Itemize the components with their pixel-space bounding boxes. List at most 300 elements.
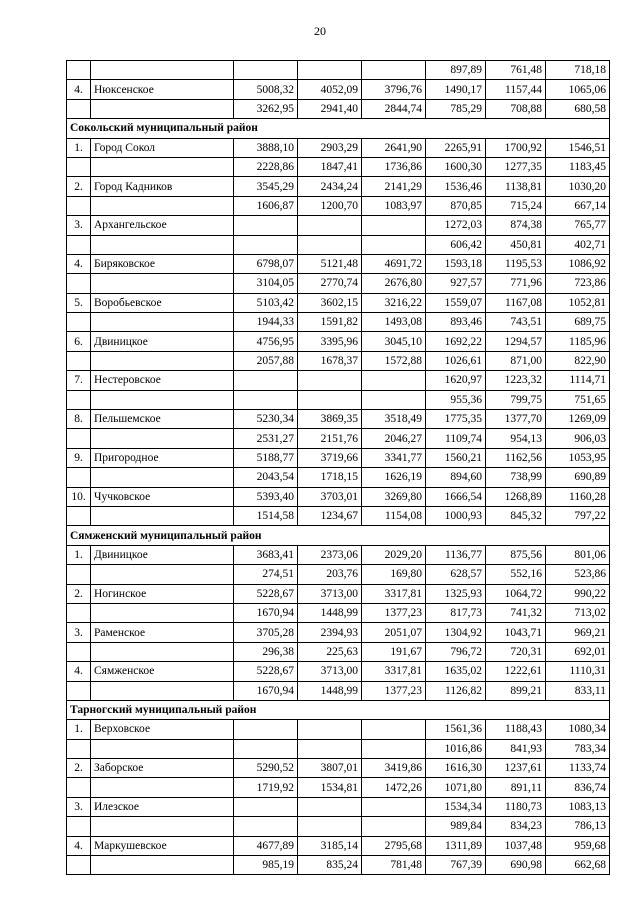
value-cell: 2795,68 <box>362 836 426 855</box>
value-cell: 689,75 <box>546 313 610 332</box>
value-cell <box>298 371 362 390</box>
value-cell: 692,01 <box>546 642 610 661</box>
value-cell: 891,11 <box>486 778 546 797</box>
value-cell: 822,90 <box>546 351 610 370</box>
table-row <box>67 390 610 409</box>
value-cell <box>362 61 426 80</box>
table-row <box>67 603 610 622</box>
value-cell: 1670,94 <box>234 681 298 700</box>
value-cell: 3045,10 <box>362 332 426 351</box>
value-cell: 834,23 <box>486 817 546 836</box>
row-number <box>67 565 91 584</box>
value-cell: 1114,71 <box>546 371 610 390</box>
value-cell: 718,18 <box>546 61 610 80</box>
settlement-name: Двиницкое <box>91 332 234 351</box>
value-cell: 1026,61 <box>426 351 486 370</box>
table-row <box>67 817 610 836</box>
value-cell: 1185,96 <box>546 332 610 351</box>
value-cell: 1136,77 <box>426 545 486 564</box>
value-cell: 1183,45 <box>546 157 610 176</box>
value-cell: 5103,42 <box>234 293 298 312</box>
table-row <box>67 429 610 448</box>
value-cell: 1692,22 <box>426 332 486 351</box>
value-cell: 2043,54 <box>234 468 298 487</box>
row-number <box>67 429 91 448</box>
value-cell: 3807,01 <box>298 759 362 778</box>
row-number: 5. <box>67 293 91 312</box>
value-cell: 785,29 <box>426 99 486 118</box>
value-cell: 3719,66 <box>298 448 362 467</box>
settlement-name: Сямженское <box>91 662 234 681</box>
value-cell: 680,58 <box>546 99 610 118</box>
table-row <box>67 545 610 564</box>
value-cell: 2434,24 <box>298 177 362 196</box>
row-number: 3. <box>67 623 91 642</box>
value-cell: 667,14 <box>546 196 610 215</box>
value-cell: 955,36 <box>426 390 486 409</box>
value-cell: 1534,34 <box>426 797 486 816</box>
section-header-row <box>67 700 610 719</box>
value-cell: 893,46 <box>426 313 486 332</box>
row-number <box>67 642 91 661</box>
value-cell: 1223,32 <box>486 371 546 390</box>
value-cell <box>234 235 298 254</box>
settlement-name: Пельшемское <box>91 410 234 429</box>
row-number: 7. <box>67 371 91 390</box>
value-cell: 4691,72 <box>362 254 426 273</box>
value-cell: 1560,21 <box>426 448 486 467</box>
value-cell: 5228,67 <box>234 584 298 603</box>
value-cell: 274,51 <box>234 565 298 584</box>
value-cell: 833,11 <box>546 681 610 700</box>
value-cell <box>362 817 426 836</box>
row-number: 2. <box>67 584 91 603</box>
settlement-name: Ногинское <box>91 584 234 603</box>
settlement-name <box>91 99 234 118</box>
value-cell: 871,00 <box>486 351 546 370</box>
value-cell: 1600,30 <box>426 157 486 176</box>
value-cell: 1561,36 <box>426 720 486 739</box>
row-number: 1. <box>67 720 91 739</box>
table-row <box>67 293 610 312</box>
settlement-name <box>91 390 234 409</box>
value-cell <box>362 720 426 739</box>
row-number <box>67 61 91 80</box>
settlement-name <box>91 196 234 215</box>
value-cell <box>234 797 298 816</box>
settlement-name: Пригородное <box>91 448 234 467</box>
table-row <box>67 274 610 293</box>
value-cell: 6798,07 <box>234 254 298 273</box>
value-cell: 2531,27 <box>234 429 298 448</box>
value-cell: 1847,41 <box>298 157 362 176</box>
table-row <box>67 61 610 80</box>
value-cell: 1490,17 <box>426 80 486 99</box>
value-cell: 1559,07 <box>426 293 486 312</box>
row-number <box>67 235 91 254</box>
value-cell: 1700,92 <box>486 138 546 157</box>
value-cell: 1294,57 <box>486 332 546 351</box>
value-cell: 1626,19 <box>362 468 426 487</box>
value-cell: 751,65 <box>546 390 610 409</box>
value-cell <box>298 739 362 758</box>
value-cell: 1678,37 <box>298 351 362 370</box>
value-cell: 2641,90 <box>362 138 426 157</box>
value-cell: 2265,91 <box>426 138 486 157</box>
settlement-name <box>91 351 234 370</box>
value-cell: 3888,10 <box>234 138 298 157</box>
value-cell <box>362 739 426 758</box>
value-cell: 1167,08 <box>486 293 546 312</box>
row-number <box>67 99 91 118</box>
settlement-name: Чучковское <box>91 487 234 506</box>
settlement-name: Город Кадников <box>91 177 234 196</box>
table-row <box>67 196 610 215</box>
value-cell: 783,34 <box>546 739 610 758</box>
value-cell: 1071,80 <box>426 778 486 797</box>
value-cell: 3703,01 <box>298 487 362 506</box>
settlement-name <box>91 313 234 332</box>
value-cell: 2394,93 <box>298 623 362 642</box>
row-number: 2. <box>67 759 91 778</box>
row-number: 10. <box>67 487 91 506</box>
row-number: 8. <box>67 410 91 429</box>
row-number <box>67 274 91 293</box>
table-row <box>67 235 610 254</box>
settlement-name: Маркушевское <box>91 836 234 855</box>
table-row <box>67 332 610 351</box>
value-cell: 1719,92 <box>234 778 298 797</box>
settlement-name: Воробьевское <box>91 293 234 312</box>
value-cell: 761,48 <box>486 61 546 80</box>
row-number <box>67 681 91 700</box>
row-number <box>67 506 91 525</box>
value-cell: 1083,97 <box>362 196 426 215</box>
value-cell: 2770,74 <box>298 274 362 293</box>
value-cell: 662,68 <box>546 856 610 875</box>
value-cell: 743,51 <box>486 313 546 332</box>
table-row <box>67 351 610 370</box>
row-number <box>67 351 91 370</box>
value-cell <box>362 797 426 816</box>
page-number: 20 <box>314 24 326 38</box>
value-cell: 1377,70 <box>486 410 546 429</box>
value-cell: 985,19 <box>234 856 298 875</box>
value-cell: 2046,27 <box>362 429 426 448</box>
value-cell: 5290,52 <box>234 759 298 778</box>
value-cell: 927,57 <box>426 274 486 293</box>
value-cell: 2141,29 <box>362 177 426 196</box>
settlement-name <box>91 739 234 758</box>
value-cell: 741,32 <box>486 603 546 622</box>
value-cell: 1269,09 <box>546 410 610 429</box>
row-number: 1. <box>67 545 91 564</box>
table-row <box>67 797 610 816</box>
value-cell: 3269,80 <box>362 487 426 506</box>
value-cell: 3317,81 <box>362 662 426 681</box>
value-cell: 801,06 <box>546 545 610 564</box>
table-row <box>67 216 610 235</box>
value-cell: 3796,76 <box>362 80 426 99</box>
value-cell: 1126,82 <box>426 681 486 700</box>
value-cell: 1083,13 <box>546 797 610 816</box>
value-cell: 1944,33 <box>234 313 298 332</box>
value-cell: 2051,07 <box>362 623 426 642</box>
value-cell: 797,22 <box>546 506 610 525</box>
value-cell: 1325,93 <box>426 584 486 603</box>
row-number <box>67 739 91 758</box>
row-number: 1. <box>67 138 91 157</box>
value-cell: 1635,02 <box>426 662 486 681</box>
value-cell: 786,13 <box>546 817 610 836</box>
value-cell: 3395,96 <box>298 332 362 351</box>
value-cell <box>234 739 298 758</box>
settlement-name <box>91 157 234 176</box>
value-cell: 2844,74 <box>362 99 426 118</box>
value-cell <box>298 817 362 836</box>
value-cell: 781,48 <box>362 856 426 875</box>
value-cell: 708,88 <box>486 99 546 118</box>
value-cell <box>362 390 426 409</box>
value-cell: 3104,05 <box>234 274 298 293</box>
value-cell: 1222,61 <box>486 662 546 681</box>
value-cell: 894,60 <box>426 468 486 487</box>
value-cell <box>298 797 362 816</box>
value-cell: 3419,86 <box>362 759 426 778</box>
value-cell: 715,24 <box>486 196 546 215</box>
value-cell: 3602,15 <box>298 293 362 312</box>
value-cell: 3341,77 <box>362 448 426 467</box>
value-cell: 897,89 <box>426 61 486 80</box>
value-cell: 3518,49 <box>362 410 426 429</box>
value-cell <box>298 720 362 739</box>
value-cell: 1670,94 <box>234 603 298 622</box>
row-number: 6. <box>67 332 91 351</box>
value-cell: 1666,54 <box>426 487 486 506</box>
row-number <box>67 778 91 797</box>
value-cell: 723,86 <box>546 274 610 293</box>
value-cell: 3317,81 <box>362 584 426 603</box>
value-cell: 402,71 <box>546 235 610 254</box>
value-cell: 874,38 <box>486 216 546 235</box>
value-cell: 989,84 <box>426 817 486 836</box>
value-cell: 4756,95 <box>234 332 298 351</box>
table-row <box>67 99 610 118</box>
value-cell: 799,75 <box>486 390 546 409</box>
value-cell: 2151,76 <box>298 429 362 448</box>
value-cell: 1138,81 <box>486 177 546 196</box>
value-cell: 3545,29 <box>234 177 298 196</box>
value-cell: 875,56 <box>486 545 546 564</box>
value-cell: 1448,99 <box>298 603 362 622</box>
value-cell: 1234,67 <box>298 506 362 525</box>
value-cell: 4052,09 <box>298 80 362 99</box>
value-cell: 1736,86 <box>362 157 426 176</box>
value-cell: 1472,26 <box>362 778 426 797</box>
row-number: 9. <box>67 448 91 467</box>
table-row <box>67 177 610 196</box>
district-title: Сямженский муниципальный район <box>67 526 610 545</box>
value-cell: 606,42 <box>426 235 486 254</box>
value-cell <box>234 390 298 409</box>
table-row <box>67 778 610 797</box>
table-row <box>67 642 610 661</box>
value-cell: 1180,73 <box>486 797 546 816</box>
table-row <box>67 157 610 176</box>
settlement-name <box>91 565 234 584</box>
value-cell: 720,31 <box>486 642 546 661</box>
value-cell: 296,38 <box>234 642 298 661</box>
district-title: Тарногский муниципальный район <box>67 700 610 719</box>
value-cell: 796,72 <box>426 642 486 661</box>
value-cell: 1162,56 <box>486 448 546 467</box>
settlement-name: Город Сокол <box>91 138 234 157</box>
table-row <box>67 623 610 642</box>
settlement-name: Нюксенское <box>91 80 234 99</box>
value-cell: 1268,89 <box>486 487 546 506</box>
value-cell: 203,76 <box>298 565 362 584</box>
value-cell: 1086,92 <box>546 254 610 273</box>
value-cell: 1377,23 <box>362 603 426 622</box>
settlement-name: Заборское <box>91 759 234 778</box>
value-cell: 765,77 <box>546 216 610 235</box>
value-cell: 1572,88 <box>362 351 426 370</box>
settlement-name: Архангельское <box>91 216 234 235</box>
section-header-row <box>67 526 610 545</box>
value-cell <box>298 235 362 254</box>
value-cell: 969,21 <box>546 623 610 642</box>
value-cell: 2903,29 <box>298 138 362 157</box>
value-cell <box>362 371 426 390</box>
value-cell: 1052,81 <box>546 293 610 312</box>
value-cell: 2941,40 <box>298 99 362 118</box>
value-cell: 1448,99 <box>298 681 362 700</box>
table-row <box>67 681 610 700</box>
table-row <box>67 836 610 855</box>
value-cell: 4677,89 <box>234 836 298 855</box>
value-cell <box>298 390 362 409</box>
value-cell: 3869,35 <box>298 410 362 429</box>
value-cell: 771,96 <box>486 274 546 293</box>
row-number <box>67 196 91 215</box>
tariff-table <box>66 60 610 875</box>
value-cell <box>298 216 362 235</box>
value-cell: 5230,34 <box>234 410 298 429</box>
value-cell: 3713,00 <box>298 662 362 681</box>
table-row <box>67 448 610 467</box>
settlement-name <box>91 468 234 487</box>
settlement-name: Верховское <box>91 720 234 739</box>
table-row <box>67 371 610 390</box>
value-cell: 1157,44 <box>486 80 546 99</box>
value-cell: 1016,86 <box>426 739 486 758</box>
value-cell: 1606,87 <box>234 196 298 215</box>
settlement-name <box>91 274 234 293</box>
value-cell: 1154,08 <box>362 506 426 525</box>
value-cell: 1133,74 <box>546 759 610 778</box>
value-cell: 1377,23 <box>362 681 426 700</box>
settlement-name: Нестеровское <box>91 371 234 390</box>
value-cell: 845,32 <box>486 506 546 525</box>
settlement-name <box>91 61 234 80</box>
value-cell: 1493,08 <box>362 313 426 332</box>
value-cell: 2676,80 <box>362 274 426 293</box>
settlement-name <box>91 856 234 875</box>
table-row <box>67 487 610 506</box>
value-cell: 3185,14 <box>298 836 362 855</box>
table-row <box>67 410 610 429</box>
value-cell: 225,63 <box>298 642 362 661</box>
value-cell: 1775,35 <box>426 410 486 429</box>
value-cell: 738,99 <box>486 468 546 487</box>
settlement-name <box>91 778 234 797</box>
row-number <box>67 856 91 875</box>
value-cell: 690,98 <box>486 856 546 875</box>
value-cell: 1160,28 <box>546 487 610 506</box>
value-cell: 2228,86 <box>234 157 298 176</box>
value-cell: 523,86 <box>546 565 610 584</box>
value-cell <box>234 371 298 390</box>
row-number: 3. <box>67 216 91 235</box>
table-row <box>67 584 610 603</box>
value-cell: 1000,93 <box>426 506 486 525</box>
section-header-row <box>67 119 610 138</box>
row-number <box>67 390 91 409</box>
value-cell: 1593,18 <box>426 254 486 273</box>
value-cell: 713,02 <box>546 603 610 622</box>
value-cell: 767,39 <box>426 856 486 875</box>
settlement-name <box>91 642 234 661</box>
table-row <box>67 759 610 778</box>
table-row <box>67 138 610 157</box>
value-cell: 3262,95 <box>234 99 298 118</box>
settlement-name: Биряковское <box>91 254 234 273</box>
settlement-name: Двиницкое <box>91 545 234 564</box>
value-cell: 906,03 <box>546 429 610 448</box>
row-number: 4. <box>67 80 91 99</box>
value-cell: 990,22 <box>546 584 610 603</box>
table-row <box>67 506 610 525</box>
row-number: 2. <box>67 177 91 196</box>
value-cell: 5008,32 <box>234 80 298 99</box>
value-cell: 1620,97 <box>426 371 486 390</box>
value-cell: 1304,92 <box>426 623 486 642</box>
settlement-name <box>91 817 234 836</box>
value-cell <box>362 216 426 235</box>
value-cell: 5121,48 <box>298 254 362 273</box>
value-cell: 450,81 <box>486 235 546 254</box>
value-cell: 690,89 <box>546 468 610 487</box>
settlement-name <box>91 429 234 448</box>
value-cell: 1064,72 <box>486 584 546 603</box>
value-cell: 2029,20 <box>362 545 426 564</box>
value-cell: 1237,61 <box>486 759 546 778</box>
value-cell: 5188,77 <box>234 448 298 467</box>
table-row <box>67 80 610 99</box>
settlement-name <box>91 603 234 622</box>
settlement-name: Раменское <box>91 623 234 642</box>
settlement-name <box>91 235 234 254</box>
value-cell: 836,74 <box>546 778 610 797</box>
value-cell: 1109,74 <box>426 429 486 448</box>
table-row <box>67 468 610 487</box>
value-cell: 1616,30 <box>426 759 486 778</box>
settlement-name <box>91 681 234 700</box>
value-cell: 1037,48 <box>486 836 546 855</box>
value-cell <box>362 235 426 254</box>
value-cell: 1277,35 <box>486 157 546 176</box>
value-cell: 870,85 <box>426 196 486 215</box>
